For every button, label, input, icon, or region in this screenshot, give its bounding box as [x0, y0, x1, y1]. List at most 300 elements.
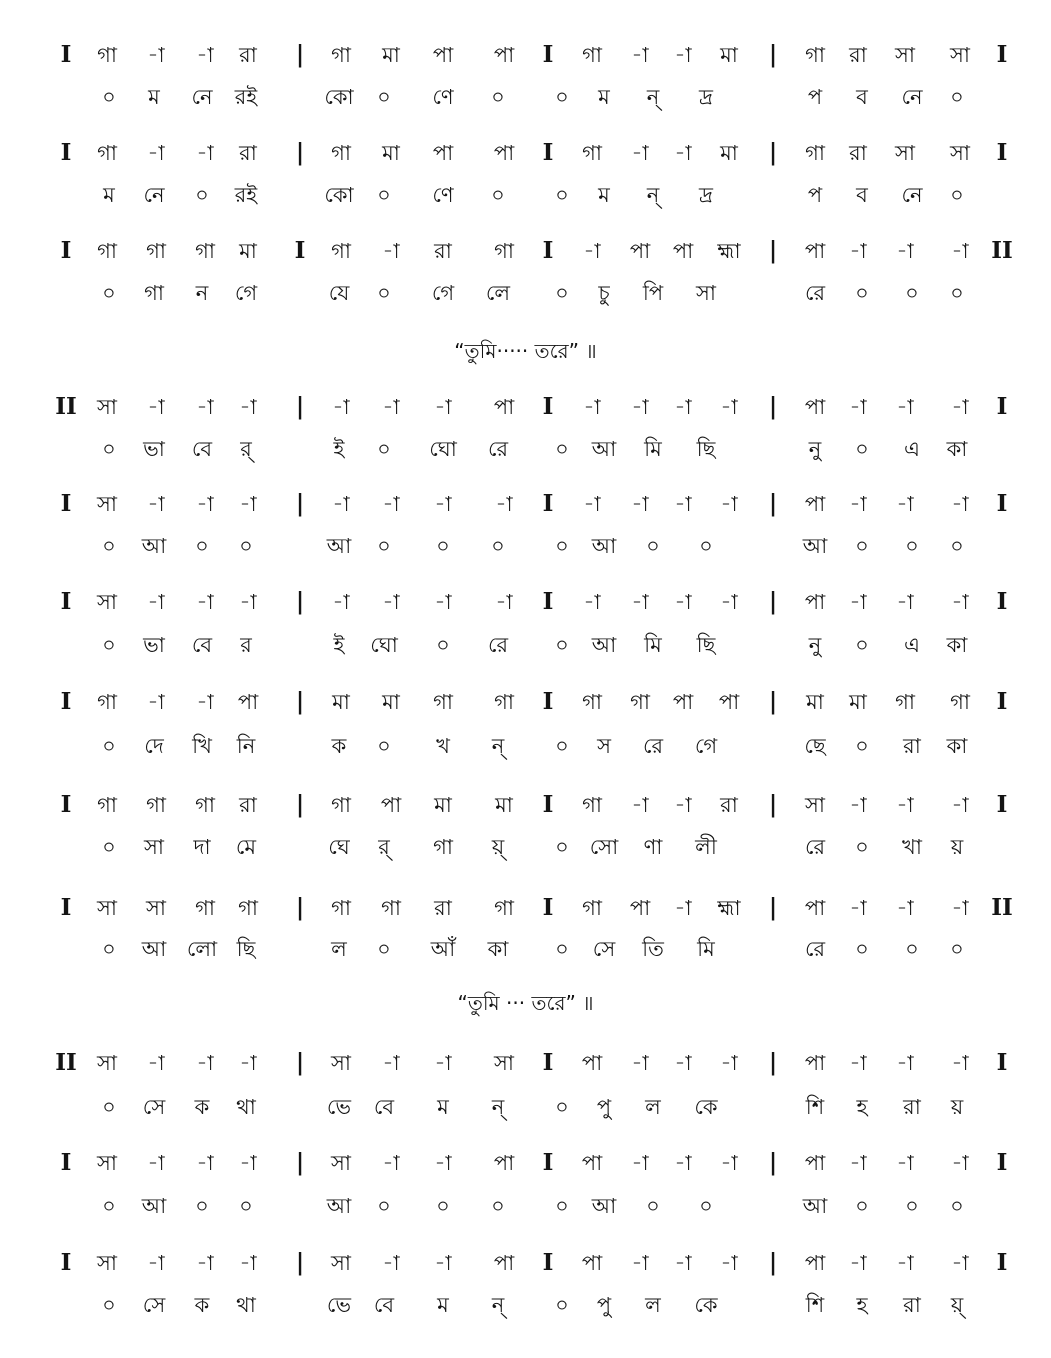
bar-line: | [295, 1249, 305, 1276]
bar-line: I [542, 41, 554, 68]
lyric-syllable: বে [373, 1293, 395, 1317]
bar-line: I [60, 1249, 72, 1276]
swara-note: গা [146, 793, 166, 817]
swara-note: রা [720, 793, 738, 817]
bar-line: | [768, 139, 778, 166]
lyric-syllable: ০ [855, 281, 869, 305]
swara-note: পা [804, 1051, 826, 1075]
lyric-syllable: ০ [377, 85, 391, 109]
bar-line: I [996, 1249, 1008, 1276]
lyric-line [0, 432, 1051, 466]
lyric-syllable: ০ [950, 937, 964, 961]
swara-note: রা [434, 239, 452, 263]
swara-note: -া [434, 395, 452, 419]
swara-note: পা [804, 395, 826, 419]
swara-line [0, 585, 1051, 619]
bar-line: | [768, 393, 778, 420]
lyric-syllable: রা [903, 734, 921, 758]
lyric-syllable: রে [487, 437, 509, 461]
swara-note: -া [849, 239, 867, 263]
swara-note: -া [631, 141, 649, 165]
swara-note: -া [674, 896, 692, 920]
bar-line: I [60, 41, 72, 68]
swara-note: সা [97, 1151, 117, 1175]
lyric-syllable: মি [644, 633, 662, 657]
swara-note: -া [196, 492, 214, 516]
lyric-syllable: প [807, 183, 823, 207]
lyric-syllable: ভা [143, 633, 165, 657]
bar-line: | [295, 1049, 305, 1076]
lyric-syllable: পু [596, 1095, 612, 1119]
lyric-syllable: মি [697, 937, 715, 961]
lyric-syllable: বে [373, 1095, 395, 1119]
swara-note: গা [433, 690, 453, 714]
swara-note: -া [434, 1151, 452, 1175]
lyric-syllable: সা [144, 835, 164, 859]
bar-line: I [996, 791, 1008, 818]
bar-line: | [295, 139, 305, 166]
swara-note: -া [951, 1251, 969, 1275]
swara-note: -া [849, 1151, 867, 1175]
lyric-syllable: গে [431, 281, 455, 305]
bar-line: | [295, 393, 305, 420]
lyric-syllable: শি [805, 1095, 825, 1119]
swara-note: রা [849, 141, 867, 165]
swara-note: সা [895, 43, 915, 67]
lyric-line [0, 276, 1051, 310]
swara-note: পা [432, 43, 454, 67]
swara-note: -া [239, 1151, 257, 1175]
lyric-syllable: রে [642, 734, 664, 758]
bar-line: II [991, 894, 1013, 921]
lyric-syllable: আ [591, 1194, 617, 1218]
lyric-syllable: ০ [555, 281, 569, 305]
swara-note: -া [849, 1051, 867, 1075]
bar-line: | [295, 894, 305, 921]
swara-note: -া [147, 1251, 165, 1275]
lyric-syllable: ০ [555, 937, 569, 961]
swara-note: -া [147, 1051, 165, 1075]
swara-note: -া [434, 492, 452, 516]
lyric-syllable: ল [645, 1095, 661, 1119]
lyric-syllable: ০ [102, 937, 116, 961]
lyric-syllable: সে [142, 1095, 166, 1119]
swara-note: -া [239, 590, 257, 614]
swara-note: পা [672, 239, 694, 263]
lyric-syllable: কা [487, 937, 509, 961]
swara-note: -া [583, 492, 601, 516]
lyric-syllable: ব [856, 85, 868, 109]
lyric-syllable: ০ [855, 1194, 869, 1218]
swara-note: পা [432, 141, 454, 165]
swara-note: সা [950, 141, 970, 165]
lyric-syllable: ভে [326, 1095, 352, 1119]
swara-note: গা [895, 690, 915, 714]
lyric-syllable: ০ [555, 85, 569, 109]
swara-note: মা [434, 793, 452, 817]
swara-note: -া [674, 141, 692, 165]
lyric-syllable: ০ [377, 437, 391, 461]
lyric-syllable: ০ [905, 534, 919, 558]
bar-line: I [542, 139, 554, 166]
lyric-syllable: ০ [950, 281, 964, 305]
swara-note: -া [720, 1051, 738, 1075]
lyric-syllable: ০ [555, 534, 569, 558]
swara-note: -া [896, 1151, 914, 1175]
swara-note: পা [804, 896, 826, 920]
swara-note: পা [581, 1051, 603, 1075]
lyric-syllable: রই [234, 183, 258, 207]
swara-note: -া [674, 590, 692, 614]
swara-note: -া [951, 896, 969, 920]
swara-note: -া [631, 395, 649, 419]
lyric-syllable: রা [903, 1095, 921, 1119]
lyric-syllable: রে [487, 633, 509, 657]
lyric-syllable: পি [642, 281, 664, 305]
lyric-line [0, 628, 1051, 662]
swara-note: সা [97, 492, 117, 516]
bar-line: | [295, 688, 305, 715]
swara-note: -া [332, 395, 350, 419]
lyric-syllable: দ্র [699, 183, 713, 207]
lyric-syllable: ০ [491, 85, 505, 109]
lyric-syllable: ঘো [429, 437, 457, 461]
lyric-syllable: রে [804, 281, 826, 305]
lyric-syllable: ন্ [491, 734, 505, 758]
swara-line [0, 38, 1051, 72]
lyric-syllable: ০ [950, 85, 964, 109]
swara-note: -া [196, 1251, 214, 1275]
lyric-syllable: যে [328, 281, 350, 305]
bar-line: | [768, 1249, 778, 1276]
bar-line: I [542, 237, 554, 264]
swara-note: গা [494, 239, 514, 263]
lyric-syllable: কে [694, 1293, 718, 1317]
lyric-syllable: ০ [377, 281, 391, 305]
lyric-syllable: ণা [643, 835, 663, 859]
lyric-syllable: ০ [555, 633, 569, 657]
lyric-syllable: ০ [855, 534, 869, 558]
lyric-syllable: আ [141, 937, 167, 961]
swara-note: -া [720, 492, 738, 516]
lyric-line [0, 1288, 1051, 1322]
bar-line: I [60, 588, 72, 615]
lyric-syllable: রে [804, 937, 826, 961]
swara-note: সা [97, 590, 117, 614]
swara-note: -া [674, 492, 692, 516]
lyric-syllable: ০ [377, 734, 391, 758]
swara-note: গা [582, 141, 602, 165]
swara-note: -া [196, 1151, 214, 1175]
lyric-syllable: ০ [377, 183, 391, 207]
swara-note: পা [718, 690, 740, 714]
swara-line [0, 390, 1051, 424]
swara-note: -া [382, 492, 400, 516]
lyric-syllable: ০ [855, 937, 869, 961]
swara-note: -া [951, 1051, 969, 1075]
swara-note: গা [331, 239, 351, 263]
lyric-syllable: য়্ [950, 1293, 964, 1317]
swara-note: -া [147, 1151, 165, 1175]
bar-line: I [996, 41, 1008, 68]
lyric-syllable: সা [696, 281, 716, 305]
lyric-syllable: ০ [905, 937, 919, 961]
swara-note: সা [895, 141, 915, 165]
swara-note: গা [195, 896, 215, 920]
swara-note: পা [581, 1151, 603, 1175]
swara-note: গা [950, 690, 970, 714]
bar-line: | [295, 791, 305, 818]
swara-note: গা [582, 43, 602, 67]
swara-note: -া [196, 590, 214, 614]
swara-note: -া [631, 1151, 649, 1175]
swara-note: -া [849, 1251, 867, 1275]
swara-note: -া [147, 141, 165, 165]
lyric-syllable: খ [436, 734, 450, 758]
swara-note: সা [331, 1151, 351, 1175]
lyric-syllable: সো [589, 835, 619, 859]
bar-line: I [542, 1249, 554, 1276]
bar-line: I [542, 1049, 554, 1076]
lyric-syllable: ভা [143, 437, 165, 461]
lyric-syllable: ০ [195, 534, 209, 558]
bar-line: I [996, 688, 1008, 715]
bar-line: I [294, 237, 306, 264]
swara-note: মা [382, 690, 400, 714]
bar-line: | [295, 490, 305, 517]
swara-note: -া [382, 1051, 400, 1075]
swara-note: মা [239, 239, 257, 263]
lyric-syllable: র্ [378, 835, 390, 859]
lyric-syllable: ম [598, 85, 610, 109]
swara-note: রা [239, 793, 257, 817]
swara-note: হ্মা [717, 896, 741, 920]
lyric-syllable: ০ [102, 85, 116, 109]
swara-note: -া [674, 1251, 692, 1275]
swara-note: পা [493, 395, 515, 419]
swara-note: -া [896, 1051, 914, 1075]
lyric-syllable: র [240, 633, 252, 657]
swara-note: -া [147, 590, 165, 614]
lyric-syllable: ০ [102, 734, 116, 758]
lyric-syllable: ০ [699, 534, 713, 558]
lyric-syllable: ন [195, 281, 209, 305]
swara-note: -া [382, 590, 400, 614]
lyric-syllable: ছে [804, 734, 826, 758]
lyric-syllable: ক [331, 734, 347, 758]
lyric-syllable: নে [901, 183, 923, 207]
lyric-syllable: লো [186, 937, 218, 961]
swara-note: -া [896, 395, 914, 419]
swara-note: পা [804, 492, 826, 516]
swara-note: গা [331, 793, 351, 817]
lyric-syllable: ০ [950, 1194, 964, 1218]
lyric-line [0, 80, 1051, 114]
lyric-syllable: ০ [855, 437, 869, 461]
lyric-syllable: রই [234, 85, 258, 109]
swara-note: গা [331, 141, 351, 165]
swara-note: -া [382, 1251, 400, 1275]
swara-note: গা [805, 141, 825, 165]
lyric-syllable: গা [144, 281, 164, 305]
lyric-syllable: গে [694, 734, 718, 758]
swara-note: -া [849, 896, 867, 920]
lyric-line [0, 178, 1051, 212]
swara-note: সা [950, 43, 970, 67]
lyric-syllable: ০ [491, 183, 505, 207]
lyric-syllable: ল [645, 1293, 661, 1317]
swara-note: পা [672, 690, 694, 714]
swara-note: -া [849, 793, 867, 817]
lyric-syllable: ০ [905, 281, 919, 305]
bar-line: I [60, 237, 72, 264]
lyric-syllable: আ [141, 1194, 167, 1218]
lyric-syllable: কো [324, 85, 354, 109]
bar-line: | [768, 894, 778, 921]
lyric-syllable: ০ [646, 534, 660, 558]
bar-line: I [60, 894, 72, 921]
lyric-syllable: ক [194, 1095, 210, 1119]
swara-note: -া [196, 690, 214, 714]
swara-note: গা [582, 690, 602, 714]
swara-note: -া [849, 492, 867, 516]
swara-note: মা [849, 690, 867, 714]
lyric-syllable: আ [591, 534, 617, 558]
lyric-syllable: এ [904, 437, 920, 461]
swara-note: পা [804, 239, 826, 263]
bar-line: | [768, 1049, 778, 1076]
swara-note: -া [583, 395, 601, 419]
swara-note: -া [896, 793, 914, 817]
lyric-syllable: কো [324, 183, 354, 207]
swara-note: গা [381, 896, 401, 920]
lyric-syllable: ০ [555, 437, 569, 461]
lyric-line [0, 932, 1051, 966]
swara-line [0, 136, 1051, 170]
bar-line: II [991, 237, 1013, 264]
lyric-syllable: ক [194, 1293, 210, 1317]
swara-note: -া [896, 896, 914, 920]
swara-note: -া [196, 1051, 214, 1075]
swara-note: -া [674, 395, 692, 419]
lyric-syllable: ০ [102, 281, 116, 305]
lyric-syllable: তি [642, 937, 664, 961]
lyric-syllable: নে [143, 183, 165, 207]
lyric-syllable: দ্র [699, 85, 713, 109]
swara-note: -া [382, 239, 400, 263]
swara-note: -া [631, 793, 649, 817]
lyric-syllable: ০ [436, 633, 450, 657]
swara-note: -া [239, 1051, 257, 1075]
swara-note: সা [97, 896, 117, 920]
bar-line: I [996, 393, 1008, 420]
swara-note: -া [896, 239, 914, 263]
lyric-syllable: কা [946, 437, 968, 461]
swara-note: পা [804, 1151, 826, 1175]
swara-note: -া [583, 239, 601, 263]
bar-line: I [542, 588, 554, 615]
lyric-syllable: ০ [102, 1095, 116, 1119]
lyric-syllable: খি [192, 734, 212, 758]
lyric-syllable: ০ [491, 534, 505, 558]
lyric-syllable: ণে [432, 85, 454, 109]
swara-note: গা [494, 690, 514, 714]
lyric-syllable: ০ [377, 534, 391, 558]
lyric-syllable: কে [694, 1095, 718, 1119]
bar-line: I [60, 1149, 72, 1176]
bar-line: I [60, 490, 72, 517]
swara-note: গা [805, 43, 825, 67]
lyric-syllable: ছি [236, 937, 256, 961]
swara-note: সা [331, 1051, 351, 1075]
bar-line: | [295, 1149, 305, 1176]
swara-line [0, 1246, 1051, 1280]
swara-note: সা [805, 793, 825, 817]
lyric-syllable: লে [485, 281, 511, 305]
swara-line [0, 891, 1051, 925]
bar-line: I [996, 139, 1008, 166]
lyric-syllable: ই [333, 633, 345, 657]
bar-line: I [542, 894, 554, 921]
bar-line: | [295, 41, 305, 68]
lyric-syllable: ঘে [328, 835, 350, 859]
swara-note: গা [331, 896, 351, 920]
swara-line [0, 1146, 1051, 1180]
swara-note: -া [674, 793, 692, 817]
lyric-syllable: ম [437, 1293, 449, 1317]
swara-note: রা [434, 896, 452, 920]
swara-note: মা [495, 793, 513, 817]
lyric-syllable: আ [326, 1194, 352, 1218]
lyric-syllable: ০ [436, 534, 450, 558]
bar-line: I [60, 791, 72, 818]
swara-note: -া [720, 1151, 738, 1175]
swara-note: -া [849, 395, 867, 419]
lyric-syllable: বে [191, 437, 213, 461]
swara-note: পা [629, 239, 651, 263]
lyric-syllable: ছি [696, 633, 716, 657]
lyric-syllable: ০ [555, 1293, 569, 1317]
swara-line [0, 685, 1051, 719]
lyric-syllable: র্ [240, 437, 252, 461]
lyric-syllable: প [807, 85, 823, 109]
bar-line: I [996, 490, 1008, 517]
swara-note: মা [720, 141, 738, 165]
lyric-syllable: য় [950, 835, 964, 859]
swara-note: পা [493, 141, 515, 165]
swara-line [0, 487, 1051, 521]
lyric-syllable: ০ [102, 1194, 116, 1218]
swara-note: -া [951, 395, 969, 419]
lyric-syllable: আ [141, 534, 167, 558]
refrain-marker: “তুমি ··· তরে” ॥ [457, 991, 594, 1015]
refrain-marker: “তুমি····· তরে” ॥ [454, 339, 597, 363]
lyric-syllable: ০ [195, 183, 209, 207]
swara-note: গা [97, 43, 117, 67]
lyric-line [0, 1189, 1051, 1223]
bar-line: II [55, 393, 77, 420]
lyric-syllable: আঁ [430, 937, 456, 961]
swara-note: -া [631, 1051, 649, 1075]
bar-line: I [542, 791, 554, 818]
swara-note: গা [494, 896, 514, 920]
swara-note: পা [493, 43, 515, 67]
swara-note: -া [434, 590, 452, 614]
swara-note: গা [582, 793, 602, 817]
lyric-syllable: হ [856, 1095, 868, 1119]
swara-note: পা [804, 1251, 826, 1275]
bar-line: | [768, 41, 778, 68]
